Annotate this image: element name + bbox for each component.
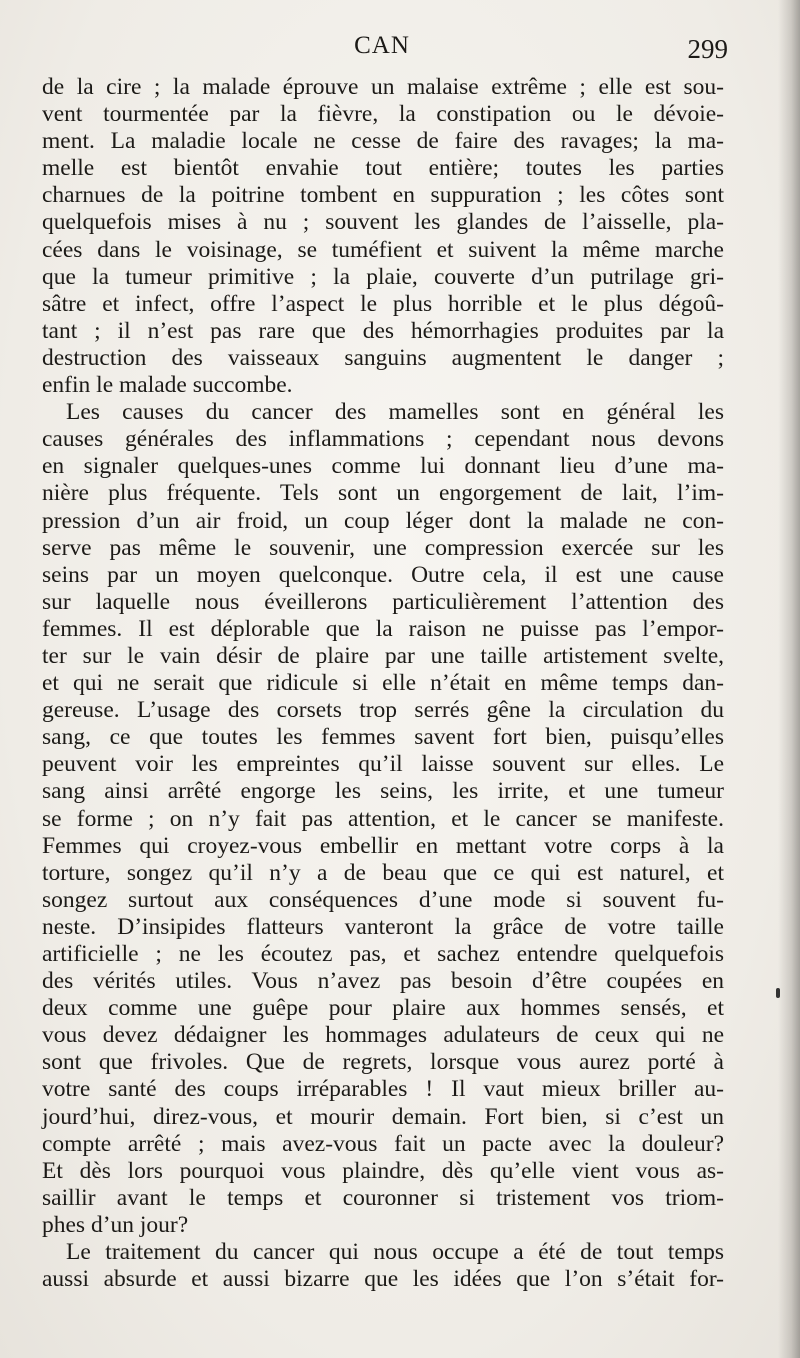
text-line: sang, ce que toutes les femmes savent fort bien, puisqu’elles bbox=[42, 724, 724, 751]
text-line: votre santé des coups irréparables ! Il vaut mieux briller au- bbox=[42, 1076, 724, 1103]
text-line: artificielle ; ne les écoutez pas, et sachez entendre quelquefois bbox=[42, 941, 724, 967]
text-line: en signaler quelques-unes comme lui donnant lieu d’une ma- bbox=[42, 453, 724, 480]
text-line: vent tourmentée par la fièvre, la constipation ou le dévoie- bbox=[42, 101, 724, 128]
text-line: femmes. Il est déplorable que la raison ne puisse pas l’empor- bbox=[42, 615, 724, 642]
text-line: aussi absurde et aussi bizarre que les idées que l’on s’était for- bbox=[42, 1266, 724, 1293]
text-line: compte arrêté ; mais avez-vous fait un pacte avec la douleur? bbox=[42, 1130, 724, 1157]
text-line: gereuse. L’usage des corsets trop serrés gêne la circulation du bbox=[42, 697, 724, 724]
text-line: Femmes qui croyez-vous embellir en mettant votre corps à la bbox=[42, 832, 724, 859]
text-line: melle est bientôt envahie tout entière; toutes les parties bbox=[42, 155, 724, 182]
page-edge-shadow bbox=[778, 0, 800, 1358]
text-line: des vérités utiles. Vous n’avez pas besoin d’être coupées en bbox=[42, 968, 724, 995]
text-line: torture, songez qu’il n’y a de beau que ce qui est naturel, et bbox=[42, 859, 724, 886]
text-line: sang ainsi arrêté engorge les seins, les irrite, et une tumeur bbox=[42, 778, 724, 805]
text-line: destruction des vaisseaux sanguins augmentent le danger ; bbox=[42, 344, 724, 371]
text-line: jourd’hui, direz-vous, et mourir demain. Fort bien, si c’est un bbox=[42, 1103, 724, 1130]
text-line: serve pas même le souvenir, une compression exercée sur les bbox=[42, 534, 724, 561]
text-line: de la cire ; la malade éprouve un malaise extrême ; elle est sou- bbox=[42, 74, 724, 100]
text-line: ter sur le vain désir de plaire par une taille artistement svelte, bbox=[42, 642, 724, 669]
text-line: Les causes du cancer des mamelles sont en général les bbox=[66, 399, 724, 426]
running-head: CAN bbox=[354, 32, 410, 59]
text-line: phes d’un jour? bbox=[42, 1211, 189, 1238]
text-line: que la tumeur primitive ; la plaie, couverte d’un putrilage gri- bbox=[42, 263, 724, 290]
text-line: neste. D’insipides flatteurs vanteront la grâce de votre taille bbox=[42, 913, 724, 940]
text-line: saillir avant le temps et couronner si tristement vos triom- bbox=[42, 1184, 724, 1211]
text-line: Et dès lors pourquoi vous plaindre, dès qu’elle vient vous as- bbox=[42, 1157, 724, 1184]
text-line: Le traitement du cancer qui nous occupe a été de tout temps bbox=[66, 1239, 724, 1266]
body-text bbox=[42, 74, 724, 1293]
text-line: pression d’un air froid, un coup léger dont la malade ne con- bbox=[42, 507, 724, 534]
text-line: nière plus fréquente. Tels sont un engorgement de lait, l’im- bbox=[42, 480, 724, 507]
page-header bbox=[36, 30, 728, 70]
text-line: vous devez dédaigner les hommages adulateurs de ceux qui ne bbox=[42, 1022, 724, 1049]
text-line: deux comme une guêpe pour plaire aux hommes sensés, et bbox=[42, 995, 724, 1022]
text-line: enfin le malade succombe. bbox=[42, 372, 293, 399]
text-line: quelquefois mises à nu ; souvent les glandes de l’aisselle, pla- bbox=[42, 209, 724, 236]
text-line: et qui ne serait que ridicule si elle n’était en même temps dan- bbox=[42, 670, 724, 697]
text-line: causes générales des inflammations ; cependant nous devons bbox=[42, 426, 724, 453]
text-line: songez surtout aux conséquences d’une mode si souvent fu- bbox=[42, 886, 724, 913]
page-number: 299 bbox=[687, 34, 728, 64]
text-line: tant ; il n’est pas rare que des hémorrhagies produites par la bbox=[42, 317, 724, 344]
text-line: peuvent voir les empreintes qu’il laisse souvent sur elles. Le bbox=[42, 751, 724, 778]
text-line: sont que frivoles. Que de regrets, lorsque vous aurez porté à bbox=[42, 1049, 724, 1076]
ink-speck bbox=[776, 988, 780, 998]
text-line: seins par un moyen quelconque. Outre cela, il est une cause bbox=[42, 561, 724, 588]
text-line: sâtre et infect, offre l’aspect le plus horrible et le plus dégoû- bbox=[42, 290, 724, 317]
text-line: cées dans le voisinage, se tuméfient et suivent la même marche bbox=[42, 236, 724, 263]
text-line: se forme ; on n’y fait pas attention, et le cancer se manifeste. bbox=[42, 805, 724, 832]
text-line: sur laquelle nous éveillerons particulièrement l’attention des bbox=[42, 588, 724, 615]
text-line: charnues de la poitrine tombent en suppuration ; les côtes sont bbox=[42, 182, 724, 209]
text-line: ment. La maladie locale ne cesse de faire des ravages; la ma- bbox=[42, 128, 724, 155]
